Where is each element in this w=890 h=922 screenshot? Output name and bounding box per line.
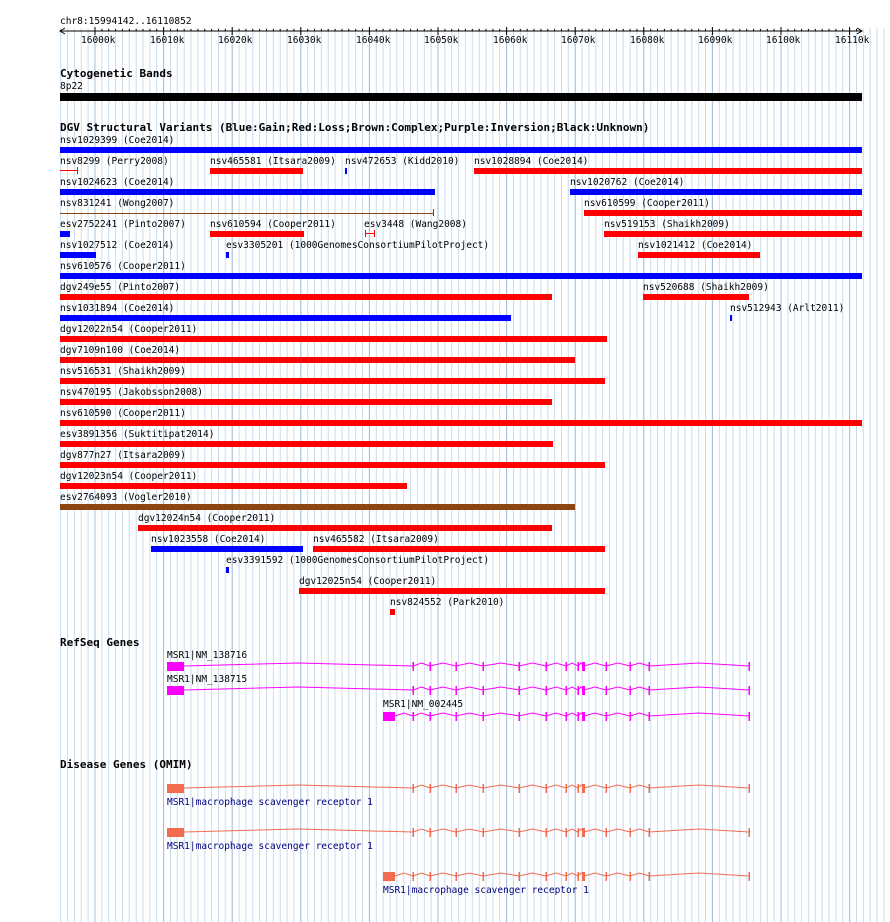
intron-line: [546, 785, 566, 788]
gene-label: MSR1|NM_002445: [383, 699, 464, 710]
exon-mark: [519, 712, 521, 721]
dgv-track-title[interactable]: DGV Structural Variants (Blue:Gain;Red:Loss;Brown:Complex;Purple:Inversion;Black:Unknown): [60, 121, 650, 134]
variant-label: nsv1028894 (Coe2014): [474, 156, 589, 167]
intron-line: [584, 687, 606, 690]
ruler-tick-label: 16090k: [698, 35, 733, 46]
exon-mark: [649, 662, 651, 671]
intron-line: [430, 785, 456, 788]
variant-label: dgv12022n54 (Cooper2011): [60, 324, 198, 335]
exon-mark: [519, 784, 521, 793]
intron-line: [630, 873, 649, 876]
variant-label: nsv472653 (Kidd2010): [345, 156, 460, 167]
variant-label: nsv610594 (Cooper2011): [210, 219, 336, 230]
intron-line: [456, 713, 483, 716]
intron-line: [184, 785, 413, 788]
intron-line: [519, 829, 546, 832]
exon-mark: [430, 686, 432, 695]
intron-line: [546, 713, 566, 716]
variant-label: dgv249e55 (Pinto2007): [60, 282, 181, 293]
intron-line: [483, 663, 519, 666]
exon-mark: [430, 784, 432, 793]
exon-mark: [566, 828, 568, 837]
exon-mark: [430, 712, 432, 721]
exon-mark: [456, 662, 458, 671]
ruler-tick-label: 16040k: [356, 35, 391, 46]
exon-mark: [566, 872, 568, 881]
intron-line: [630, 713, 649, 716]
intron-line: [566, 687, 578, 690]
exon-mark: [578, 686, 580, 695]
refseq-track-title[interactable]: RefSeq Genes: [60, 636, 140, 649]
disease-gene-label: MSR1|macrophage scavenger receptor 1: [167, 797, 373, 808]
intron-line: [184, 687, 413, 690]
intron-line: [456, 663, 483, 666]
exon-mark: [413, 662, 415, 671]
exon-mark: [582, 662, 585, 671]
variant-label: dgv12025n54 (Cooper2011): [299, 576, 437, 587]
intron-line: [430, 873, 456, 876]
exon-mark: [749, 828, 751, 837]
exon-mark: [582, 784, 585, 793]
exon-mark: [519, 662, 521, 671]
exon-mark: [749, 872, 751, 881]
cytoband-label: 8p22: [60, 81, 83, 92]
location-label: chr8:15994142..16110852: [60, 16, 192, 27]
intron-line: [456, 785, 483, 788]
ruler-tick-label: 16100k: [766, 35, 801, 46]
exon-mark: [456, 828, 458, 837]
exon-mark: [630, 662, 632, 671]
exon-block: [167, 784, 184, 793]
variant-label: nsv831241 (Wong2007): [60, 198, 175, 209]
ruler-tick-label: 16080k: [630, 35, 665, 46]
variant-label: nsv1020762 (Coe2014): [570, 177, 685, 188]
exon-mark: [578, 712, 580, 721]
intron-line: [566, 663, 578, 666]
exon-mark: [566, 686, 568, 695]
intron-line: [413, 663, 430, 666]
exon-mark: [578, 828, 580, 837]
exon-mark: [649, 784, 651, 793]
variant-label: nsv1031894 (Coe2014): [60, 303, 175, 314]
exon-mark: [749, 712, 751, 721]
exon-mark: [413, 872, 415, 881]
variant-label: nsv8299 (Perry2008): [60, 156, 169, 167]
intron-line: [519, 785, 546, 788]
disease-gene-label: MSR1|macrophage scavenger receptor 1: [383, 885, 589, 896]
exon-mark: [456, 686, 458, 695]
exon-mark: [606, 686, 608, 695]
gene-label: MSR1|NM_138716: [167, 650, 248, 661]
intron-line: [606, 713, 630, 716]
intron-line: [566, 829, 578, 832]
exon-mark: [649, 872, 651, 881]
exon-mark: [483, 712, 485, 721]
variant-label: esv3891356 (Suktitipat2014): [60, 429, 215, 440]
variant-label: nsv1027512 (Coe2014): [60, 240, 175, 251]
variant-label: esv2752241 (Pinto2007): [60, 219, 186, 230]
intron-line: [630, 785, 649, 788]
intron-line: [395, 873, 413, 876]
variant-label: nsv1023558 (Coe2014): [151, 534, 266, 545]
intron-line: [630, 663, 649, 666]
exon-mark: [519, 686, 521, 695]
exon-mark: [519, 828, 521, 837]
ruler-tick-label: 16010k: [150, 35, 185, 46]
variant-label: dgv12023n54 (Cooper2011): [60, 471, 198, 482]
exon-mark: [630, 712, 632, 721]
variant-label: esv3448 (Wang2008): [364, 219, 467, 230]
omim-msr1-model: [167, 828, 750, 837]
ruler-tick-label: 16000k: [81, 35, 116, 46]
intron-line: [456, 873, 483, 876]
exon-mark: [749, 784, 751, 793]
exon-mark: [606, 662, 608, 671]
intron-line: [606, 829, 630, 832]
intron-line: [584, 829, 606, 832]
transcript-nm-002445: [383, 712, 750, 721]
intron-line: [649, 713, 749, 716]
intron-line: [606, 687, 630, 690]
intron-line: [430, 713, 456, 716]
intron-line: [456, 687, 483, 690]
intron-line: [483, 873, 519, 876]
intron-line: [630, 687, 649, 690]
exon-mark: [566, 784, 568, 793]
exon-block: [383, 712, 395, 721]
exon-mark: [546, 662, 548, 671]
intron-line: [519, 873, 546, 876]
intron-line: [566, 785, 578, 788]
exon-mark: [630, 872, 632, 881]
intron-line: [519, 713, 546, 716]
exon-mark: [630, 784, 632, 793]
exon-mark: [456, 712, 458, 721]
exon-mark: [430, 828, 432, 837]
intron-line: [606, 873, 630, 876]
cytoband-track-title[interactable]: Cytogenetic Bands: [60, 67, 173, 80]
omim-track-title[interactable]: Disease Genes (OMIM): [60, 758, 193, 771]
exon-mark: [606, 828, 608, 837]
intron-line: [483, 713, 519, 716]
intron-line: [546, 829, 566, 832]
intron-line: [184, 829, 413, 832]
transcript-nm-138716: [167, 662, 750, 671]
intron-line: [546, 663, 566, 666]
exon-mark: [546, 828, 548, 837]
exon-mark: [413, 784, 415, 793]
exon-mark: [578, 784, 580, 793]
intron-line: [483, 785, 519, 788]
variant-label: nsv470195 (Jakobsson2008): [60, 387, 203, 398]
variant-label: nsv824552 (Park2010): [390, 597, 505, 608]
ruler-tick-label: 16020k: [218, 35, 253, 46]
variant-label: nsv610576 (Cooper2011): [60, 261, 186, 272]
intron-line: [430, 829, 456, 832]
exon-mark: [630, 686, 632, 695]
intron-line: [413, 687, 430, 690]
variant-label: nsv512943 (Arlt2011): [730, 303, 845, 314]
exon-mark: [456, 872, 458, 881]
exon-mark: [649, 828, 651, 837]
intron-line: [649, 873, 749, 876]
intron-line: [649, 829, 749, 832]
exon-mark: [749, 686, 751, 695]
intron-line: [546, 873, 566, 876]
exon-block: [383, 872, 395, 881]
exon-mark: [578, 872, 580, 881]
ruler-tick-label: 16110k: [835, 35, 870, 46]
intron-line: [184, 663, 413, 666]
intron-line: [584, 663, 606, 666]
exon-block: [167, 662, 184, 671]
exon-mark: [566, 712, 568, 721]
exon-mark: [546, 712, 548, 721]
intron-line: [483, 687, 519, 690]
gene-label: MSR1|NM_138715: [167, 674, 248, 685]
exon-mark: [483, 872, 485, 881]
intron-line: [606, 663, 630, 666]
variant-label: nsv465581 (Itsara2009): [210, 156, 336, 167]
exon-mark: [606, 784, 608, 793]
intron-line: [649, 785, 749, 788]
exon-mark: [483, 828, 485, 837]
intron-line: [413, 829, 430, 832]
exon-mark: [578, 662, 580, 671]
ruler-tick-label: 16060k: [493, 35, 528, 46]
intron-line: [584, 785, 606, 788]
variant-label: nsv520688 (Shaikh2009): [643, 282, 769, 293]
exon-mark: [606, 712, 608, 721]
intron-line: [630, 829, 649, 832]
variant-label: nsv1021412 (Coe2014): [638, 240, 753, 251]
intron-line: [649, 687, 749, 690]
intron-line: [584, 713, 606, 716]
exon-mark: [413, 686, 415, 695]
exon-mark: [582, 872, 585, 881]
variant-label: nsv1024623 (Coe2014): [60, 177, 175, 188]
variant-label: nsv465582 (Itsara2009): [313, 534, 439, 545]
intron-line: [395, 713, 413, 716]
exon-mark: [483, 784, 485, 793]
intron-line: [584, 873, 606, 876]
variant-label: esv3391592 (1000GenomesConsortiumPilotProject): [226, 555, 490, 566]
intron-line: [430, 663, 456, 666]
exon-mark: [483, 686, 485, 695]
intron-line: [519, 687, 546, 690]
exon-block: [167, 828, 184, 837]
exon-mark: [749, 662, 751, 671]
exon-mark: [413, 828, 415, 837]
intron-line: [413, 785, 430, 788]
exon-mark: [546, 784, 548, 793]
exon-mark: [649, 712, 651, 721]
intron-line: [606, 785, 630, 788]
exon-mark: [606, 872, 608, 881]
variant-label: nsv519153 (Shaikh2009): [604, 219, 730, 230]
variant-label: dgv877n27 (Itsara2009): [60, 450, 186, 461]
exon-mark: [630, 828, 632, 837]
variant-label: nsv516531 (Shaikh2009): [60, 366, 186, 377]
exon-mark: [582, 686, 585, 695]
intron-line: [546, 687, 566, 690]
ruler-tick-label: 16070k: [561, 35, 596, 46]
intron-line: [649, 663, 749, 666]
exon-mark: [430, 662, 432, 671]
exon-mark: [519, 872, 521, 881]
exon-mark: [483, 662, 485, 671]
intron-line: [566, 873, 578, 876]
exon-mark: [566, 662, 568, 671]
intron-line: [566, 713, 578, 716]
omim-msr1-model: [383, 872, 750, 881]
intron-line: [413, 713, 430, 716]
intron-line: [413, 873, 430, 876]
omim-msr1-model: [167, 784, 750, 793]
transcript-nm-138715: [167, 686, 750, 695]
variant-label: nsv610590 (Cooper2011): [60, 408, 186, 419]
disease-gene-label: MSR1|macrophage scavenger receptor 1: [167, 841, 373, 852]
exon-mark: [582, 828, 585, 837]
intron-line: [519, 663, 546, 666]
exon-mark: [649, 686, 651, 695]
exon-mark: [546, 872, 548, 881]
exon-mark: [430, 872, 432, 881]
variant-label: nsv1029399 (Coe2014): [60, 135, 175, 146]
intron-line: [430, 687, 456, 690]
ruler-tick-label: 16030k: [287, 35, 322, 46]
variant-label: esv3305201 (1000GenomesConsortiumPilotProject): [226, 240, 490, 251]
variant-label: esv2764093 (Vogler2010): [60, 492, 192, 503]
intron-line: [456, 829, 483, 832]
exon-mark: [413, 712, 415, 721]
variant-label: dgv12024n54 (Cooper2011): [138, 513, 276, 524]
ruler-tick-label: 16050k: [424, 35, 459, 46]
exon-mark: [582, 712, 585, 721]
exon-mark: [456, 784, 458, 793]
exon-block: [167, 686, 184, 695]
variant-label: dgv7109n100 (Coe2014): [60, 345, 181, 356]
exon-mark: [546, 686, 548, 695]
intron-line: [483, 829, 519, 832]
variant-label: nsv610599 (Cooper2011): [584, 198, 710, 209]
